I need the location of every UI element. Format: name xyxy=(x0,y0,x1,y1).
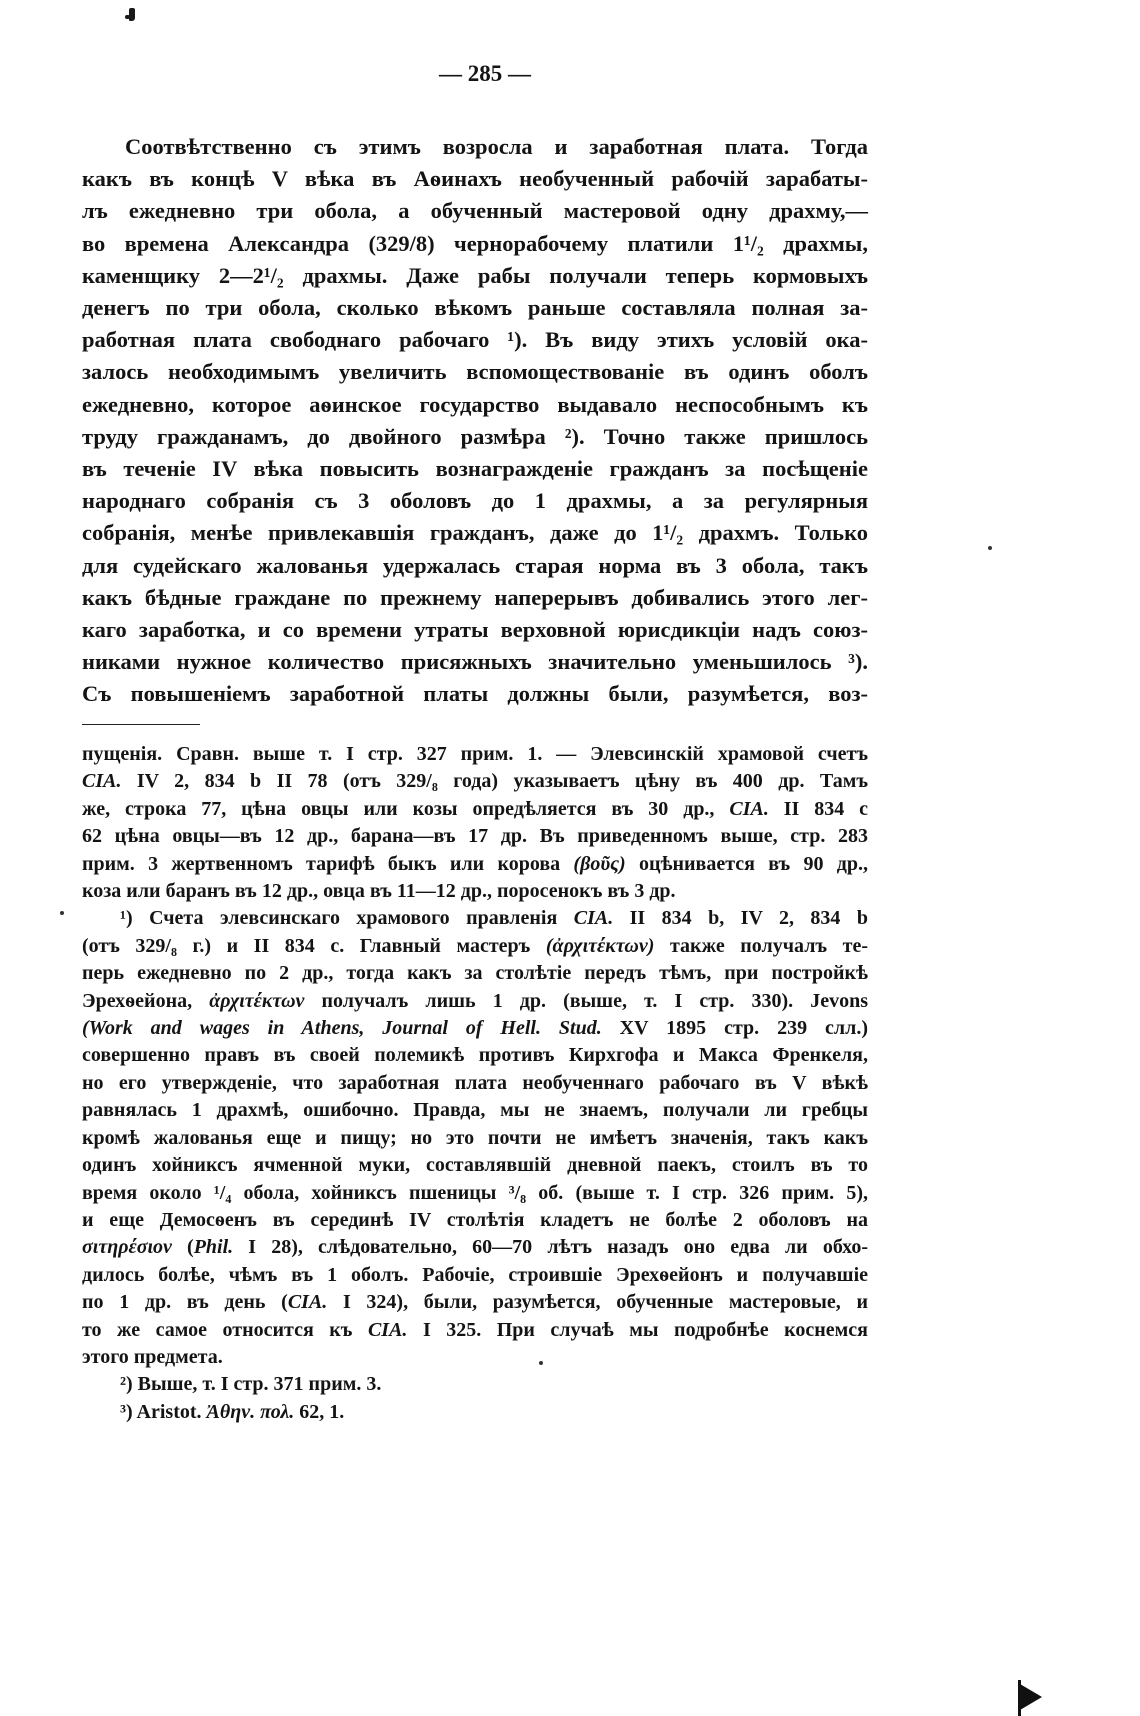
italic-text: (Work and wages in Athens, Journal of Hell. Stud. xyxy=(82,1017,602,1040)
italic-text: CIA. xyxy=(367,1318,408,1341)
text-line: денегъ по три обола, сколько вѣкомъ раньше составляла полная за- xyxy=(82,295,868,321)
footnote-line xyxy=(82,1207,868,1234)
page-edge-mark xyxy=(1020,1684,1042,1710)
italic-text: (βοῦς) xyxy=(573,852,626,875)
footnote-line xyxy=(82,1097,868,1124)
text-line: каго заработка, и со времени утраты верховной юрисдикціи надъ союз- xyxy=(82,617,868,643)
italic-text: Phil. xyxy=(193,1236,234,1259)
text-run: II 834 с xyxy=(768,797,869,820)
footnote-line xyxy=(82,1125,868,1152)
text-run: одинъ хойниксъ ячменной муки, составлявшій дневной паекъ, стоилъ въ то xyxy=(82,1154,868,1177)
text-line: работная плата свободнаго рабочаго ¹). Въ виду этихъ условій ока- xyxy=(82,327,868,353)
text-run: ²) Выше, т. I стр. 371 прим. 3. xyxy=(120,1373,382,1396)
italic-text: CIA. xyxy=(82,770,122,793)
footnote-2 xyxy=(82,1371,868,1398)
text-run: прим. 3 жертвенномъ тарифѣ быкъ или корова xyxy=(82,852,574,875)
text-run: время около ¹/₄ обола, хойниксъ пшеницы ³/₈ об. (выше т. I стр. 326 прим. 5), xyxy=(82,1181,868,1204)
scan-mark xyxy=(129,8,135,21)
text-line: залось необходимымъ увеличить вспомоществованіе въ одинъ оболъ xyxy=(82,359,868,385)
text-run: 62 цѣна овцы—въ 12 др., барана—въ 17 др. Въ приведенномъ выше, стр. 283 xyxy=(82,825,868,848)
footnote-line xyxy=(82,1371,868,1398)
text-line: никами нужное количество присяжныхъ значительно уменьшилось ³). xyxy=(82,649,868,675)
text-run: же, строка 77, цѣна овцы или козы опредѣляется въ 30 др., xyxy=(82,797,730,820)
text-line: какъ бѣдные граждане по прежнему наперерывъ добивались этого лег- xyxy=(82,584,868,610)
footnote-3 xyxy=(82,1399,868,1426)
footnote-continued xyxy=(82,741,868,905)
footnote-line xyxy=(82,1399,868,1426)
text-run: I 325. При случаѣ мы подробнѣе коснемся xyxy=(407,1318,868,1341)
footnote-line xyxy=(82,1152,868,1179)
text-line: каменщику 2—2¹/₂ драхмы. Даже рабы получали теперь кормовыхъ xyxy=(82,262,868,288)
text-run: XV 1895 стр. 239 слл.) xyxy=(601,1017,869,1040)
text-run: IV 2, 834 b II 78 (отъ 329/₈ года) указываетъ цѣну въ 400 др. Тамъ xyxy=(121,770,868,793)
footnotes xyxy=(82,741,868,1426)
text-run: 62, 1. xyxy=(294,1400,345,1423)
text-run: но его утвержденіе, что заработная плата необученнаго рабочаго въ V вѣкѣ xyxy=(82,1071,868,1094)
footnote-line xyxy=(82,878,868,905)
italic-text: CIA. xyxy=(729,797,769,820)
text-line: ежедневно, которое аѳинское государство выдавало неспособнымъ къ xyxy=(82,391,868,417)
text-run: дилось болѣе, чѣмъ въ 1 оболъ. Рабочіе, строившіе Эрехѳейонъ и получавшіе xyxy=(82,1263,868,1286)
scan-speck xyxy=(988,546,992,550)
footnote-line xyxy=(82,768,868,795)
italic-text: Ἀθην. πολ. xyxy=(206,1400,295,1423)
text-line: народнаго собранія съ 3 оболовъ до 1 драхмы, а за регулярныя xyxy=(82,488,868,514)
scan-speck xyxy=(539,1361,543,1365)
text-run: равнялась 1 драхмѣ, ошибочно. Правда, мы не знаемъ, получали ли гребцы xyxy=(82,1099,868,1122)
footnote-line xyxy=(82,1317,868,1344)
text-run: также получалъ те- xyxy=(654,934,868,957)
text-run: кромѣ жалованья еще и пищу; но это почти не имѣетъ значенія, такъ какъ xyxy=(82,1126,868,1149)
footnote-line xyxy=(82,851,868,878)
text-run: пущенія. Сравн. выше т. I стр. 327 прим. 1. — Элевсинскій храмовой счетъ xyxy=(82,743,868,765)
page-number: — 285 — xyxy=(439,61,531,86)
main-text xyxy=(82,131,868,711)
text-run: Эрехѳейона, xyxy=(82,989,210,1012)
footnote-line xyxy=(82,823,868,850)
footnote-line xyxy=(82,933,868,960)
text-run: (отъ 329/₈ г.) и II 834 с. Главный мастеръ xyxy=(82,934,546,957)
text-run: ( xyxy=(171,1236,194,1259)
text-line: лъ ежедневно три обола, а обученный мастеровой одну драхму,— xyxy=(82,198,868,224)
text-run: то же самое относится къ xyxy=(82,1318,368,1341)
text-line: для судейскаго жалованья удержалась старая норма въ 3 обола, такъ xyxy=(82,552,868,578)
text-line: собранія, менѣе привлекавшія гражданъ, даже до 1¹/₂ драхмъ. Только xyxy=(82,520,868,546)
footnote-line xyxy=(82,741,868,768)
scan-speck xyxy=(60,911,64,915)
italic-text: ἀρχιτέκτων xyxy=(209,989,305,1012)
footnote-rule xyxy=(82,724,200,725)
text-line: труду гражданамъ, до двойного размѣра ²). Точно также пришлось xyxy=(82,423,868,449)
italic-text: (ἀρχιτέκτων) xyxy=(545,934,655,957)
footnote-line xyxy=(82,1180,868,1207)
footnote-line xyxy=(82,905,868,932)
text-run: II 834 b, IV 2, 834 b xyxy=(613,907,868,930)
footnote-1 xyxy=(82,905,868,1371)
text-line: Съ повышеніемъ заработной платы должны были, разумѣется, воз- xyxy=(82,681,868,707)
footnote-line xyxy=(82,1234,868,1261)
footnote-line xyxy=(82,1289,868,1316)
text-line: Соотвѣтственно съ этимъ возросла и заработная плата. Тогда xyxy=(125,134,868,159)
text-run: совершенно правъ въ своей полемикѣ противъ Кирхгофа и Макса Френкеля, xyxy=(82,1044,868,1067)
text-run: ³) Aristot. xyxy=(120,1400,207,1423)
italic-text: CIA. xyxy=(573,907,614,930)
footnote-line xyxy=(82,1344,868,1371)
footnote-line xyxy=(82,960,868,987)
italic-text: σιτηρέσιον xyxy=(82,1236,172,1259)
text-line: въ теченіе IV вѣка повысить вознагражденіе гражданъ за посѣщеніе xyxy=(82,456,868,482)
text-run: I 324), были, разумѣется, обученные мастеровые, и xyxy=(327,1291,868,1314)
footnote-line xyxy=(82,796,868,823)
italic-text: CIA. xyxy=(287,1291,328,1314)
text-run: ¹) Счета элевсинскаго храмового правленія xyxy=(120,907,574,930)
footnote-line xyxy=(82,1262,868,1289)
text-run: коза или баранъ въ 12 др., овца въ 11—12 др., поросенокъ въ 3 др. xyxy=(82,880,676,903)
text-run: по 1 др. въ день ( xyxy=(82,1291,288,1314)
footnote-line xyxy=(82,988,868,1015)
text-run: I 28), слѣдовательно, 60—70 лѣтъ назадъ оно едва ли обхо- xyxy=(233,1236,868,1259)
text-run: и еще Демосѳенъ въ серединѣ IV столѣтія кладетъ не болѣе 2 оболовъ на xyxy=(82,1208,868,1231)
footnote-line xyxy=(82,1042,868,1069)
footnote-line xyxy=(82,1015,868,1042)
text-run: перь ежедневно по 2 др., тогда какъ за столѣтіе передъ тѣмъ, при постройкѣ xyxy=(82,962,868,985)
text-run: получалъ лишь 1 др. (выше, т. I стр. 330). Jevons xyxy=(304,989,869,1012)
text-run: этого предмета. xyxy=(82,1345,223,1368)
text-line: во времена Александра (329/8) чернорабочему платили 1¹/₂ драхмы, xyxy=(82,230,868,256)
text-line: какъ въ концѣ V вѣка въ Аѳинахъ необученный рабочій зарабаты- xyxy=(82,166,868,192)
footnote-line xyxy=(82,1070,868,1097)
text-run: оцѣнивается въ 90 др., xyxy=(625,852,869,875)
